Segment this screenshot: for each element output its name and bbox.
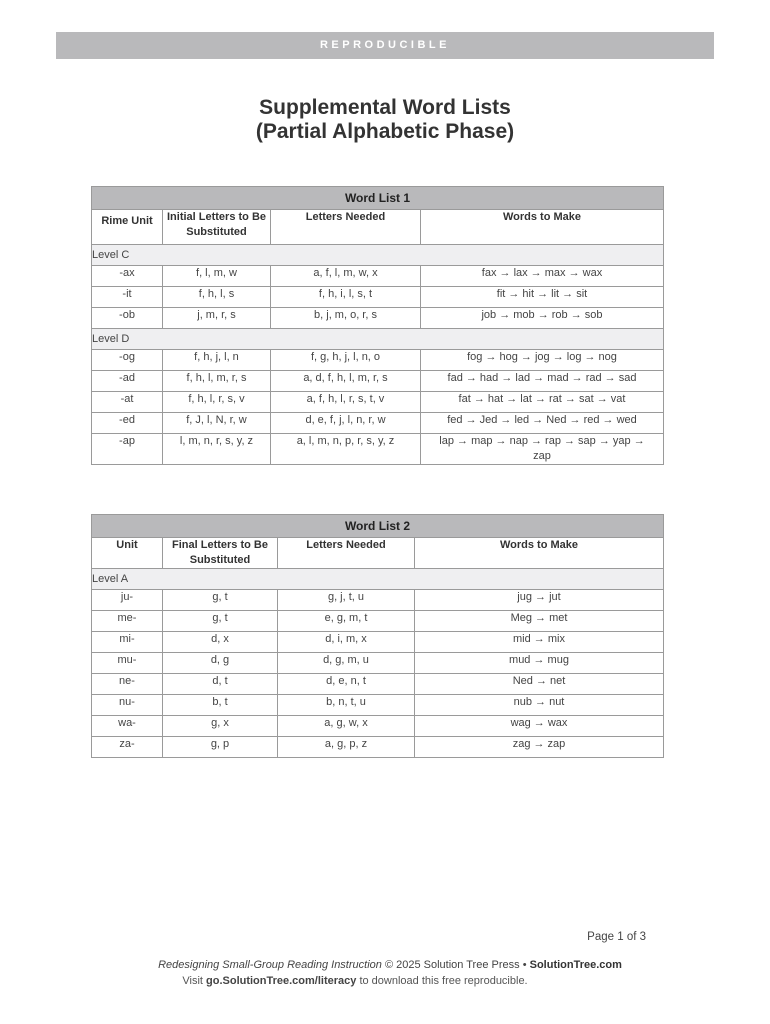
table-title: Word List 2 [92,515,664,538]
substitute-letters-cell: f, h, j, l, n [163,350,271,371]
table-row [92,716,664,737]
word-list-2-table [91,514,664,758]
unit-cell: -it [92,287,163,308]
table-row [92,350,664,371]
unit-cell: -og [92,350,163,371]
substitute-letters-cell: g, x [163,716,278,737]
table-row [92,371,664,392]
words-to-make-cell: mud → mug [415,653,664,674]
table-row [92,392,664,413]
unit-cell: mi- [92,632,163,653]
unit-cell: me- [92,611,163,632]
level-row [92,569,664,590]
words-to-make-cell: nub → nut [415,695,664,716]
words-to-make-cell: fog → hog → jog → log → nog [421,350,664,371]
words-to-make-cell: job → mob → rob → sob [421,308,664,329]
unit-cell: -ed [92,413,163,434]
footer-credit [0,959,770,971]
table-row [92,434,664,465]
words-to-make-cell: fat → hat → lat → rat → sat → vat [421,392,664,413]
table-title: Word List 1 [92,187,664,210]
unit-cell: ne- [92,674,163,695]
substitute-letters-cell: g, t [163,590,278,611]
letters-needed-cell: d, e, f, j, l, n, r, w [271,413,421,434]
substitute-letters-cell: d, g [163,653,278,674]
unit-cell: nu- [92,695,163,716]
words-to-make-cell: fad → had → lad → mad → rad → sad [421,371,664,392]
letters-needed-cell: b, n, t, u [278,695,415,716]
letters-needed-cell: a, f, h, l, r, s, t, v [271,392,421,413]
table-row [92,308,664,329]
words-to-make-cell: fit → hit → lit → sit [421,287,664,308]
table-row [92,737,664,758]
substitute-letters-cell: f, h, l, s [163,287,271,308]
footer-visit [0,975,710,987]
unit-cell: -ob [92,308,163,329]
column-header: Final Letters to Be Substituted [163,538,278,569]
unit-cell: wa- [92,716,163,737]
table-row [92,695,664,716]
reproducible-banner: REPRODUCIBLE [56,32,714,59]
table-row [92,266,664,287]
column-header: Letters Needed [278,538,415,569]
title-line-1: Supplemental Word Lists [259,96,511,119]
letters-needed-cell: g, j, t, u [278,590,415,611]
unit-cell: za- [92,737,163,758]
letters-needed-cell: a, g, w, x [278,716,415,737]
column-header: Words to Make [415,538,664,569]
letters-needed-cell: f, g, h, j, l, n, o [271,350,421,371]
unit-cell: -ap [92,434,163,465]
substitute-letters-cell: d, t [163,674,278,695]
column-header: Initial Letters to Be Substituted [163,210,271,245]
table-row [92,632,664,653]
word-list-1-table [91,186,664,465]
table-row [92,590,664,611]
substitute-letters-cell: g, p [163,737,278,758]
letters-needed-cell: a, g, p, z [278,737,415,758]
title-line-2: (Partial Alphabetic Phase) [255,120,515,143]
level-label: Level C [92,245,664,266]
download-text: to download this free reproducible. [359,975,528,987]
column-header: Unit [92,538,163,569]
words-to-make-cell: lap → map → nap → rap → sap → yap → zap [421,434,664,465]
unit-cell: -ax [92,266,163,287]
words-to-make-cell: zag → zap [415,737,664,758]
unit-cell: mu- [92,653,163,674]
substitute-letters-cell: b, t [163,695,278,716]
visit-text: Visit [182,975,203,987]
substitute-letters-cell: f, l, m, w [163,266,271,287]
letters-needed-cell: d, e, n, t [278,674,415,695]
level-label: Level D [92,329,664,350]
words-to-make-cell: fax → lax → max → wax [421,266,664,287]
letters-needed-cell: f, h, i, l, s, t [271,287,421,308]
substitute-letters-cell: j, m, r, s [163,308,271,329]
letters-needed-cell: d, g, m, u [278,653,415,674]
words-to-make-cell: Ned → net [415,674,664,695]
column-header: Words to Make [421,210,664,245]
letters-needed-cell: b, j, m, o, r, s [271,308,421,329]
unit-cell: ju- [92,590,163,611]
page-number: Page 1 of 3 [587,931,646,943]
unit-cell: -ad [92,371,163,392]
substitute-letters-cell: f, J, l, N, r, w [163,413,271,434]
column-header: Letters Needed [271,210,421,245]
site-link[interactable]: SolutionTree.com [529,959,622,971]
table-row [92,653,664,674]
literacy-link[interactable]: go.SolutionTree.com/literacy [206,975,357,987]
page-title [0,96,770,144]
table-row [92,611,664,632]
letters-needed-cell: a, l, m, n, p, r, s, y, z [271,434,421,465]
words-to-make-cell: Meg → met [415,611,664,632]
book-title: Redesigning Small-Group Reading Instruction [158,959,382,971]
letters-needed-cell: e, g, m, t [278,611,415,632]
substitute-letters-cell: f, h, l, m, r, s [163,371,271,392]
table-row [92,674,664,695]
level-row [92,329,664,350]
letters-needed-cell: d, i, m, x [278,632,415,653]
level-row [92,245,664,266]
substitute-letters-cell: f, h, l, r, s, v [163,392,271,413]
words-to-make-cell: wag → wax [415,716,664,737]
table-row [92,413,664,434]
substitute-letters-cell: d, x [163,632,278,653]
words-to-make-cell: jug → jut [415,590,664,611]
copyright-text: © 2025 Solution Tree Press • [384,959,527,971]
column-header: Rime Unit [92,210,163,245]
substitute-letters-cell: g, t [163,611,278,632]
table-row [92,287,664,308]
unit-cell: -at [92,392,163,413]
words-to-make-cell: fed → Jed → led → Ned → red → wed [421,413,664,434]
words-to-make-cell: mid → mix [415,632,664,653]
level-label: Level A [92,569,664,590]
letters-needed-cell: a, f, l, m, w, x [271,266,421,287]
letters-needed-cell: a, d, f, h, l, m, r, s [271,371,421,392]
substitute-letters-cell: l, m, n, r, s, y, z [163,434,271,465]
